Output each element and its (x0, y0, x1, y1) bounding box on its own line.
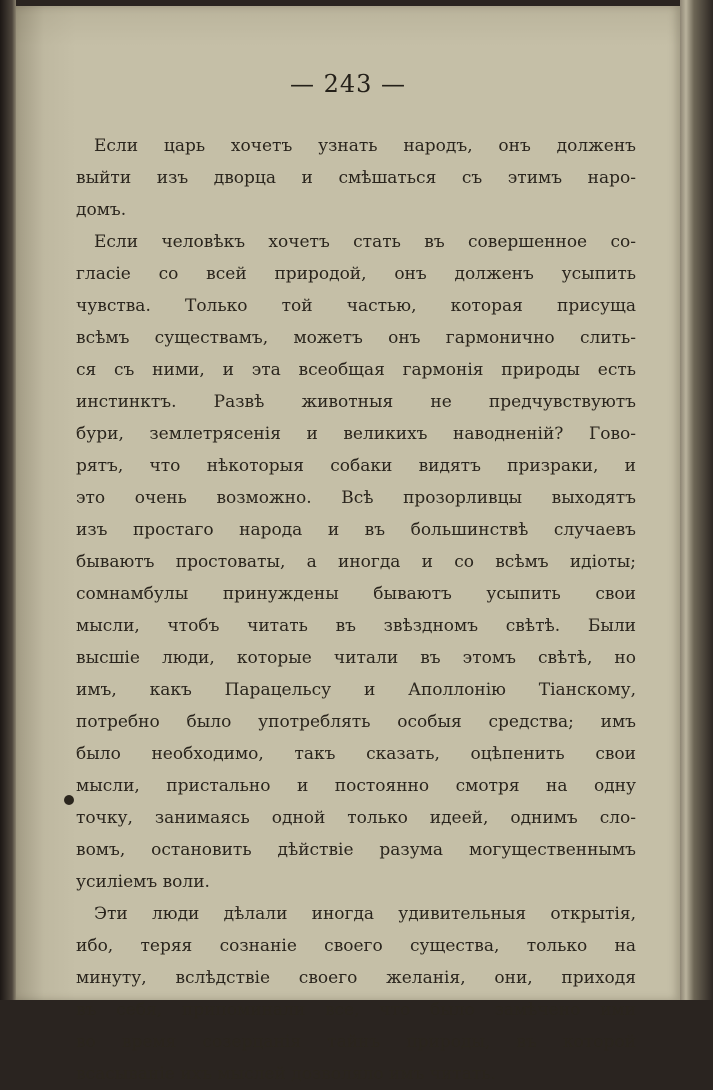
text-line: чувства. Только той частью, которая присуща (76, 296, 636, 316)
page-body-text (76, 130, 636, 1090)
page-stack-edge (680, 0, 713, 1000)
page-number: — 243 — (289, 70, 407, 98)
text-line: изъ простаго народа и въ большинствѣ случаевъ (76, 520, 636, 540)
text-line: имъ, какъ Парацельсу и Аполлонію Тіанскому, (76, 680, 636, 700)
text-line: минуту, вслѣдствіе своего желанія, они, приходя (76, 968, 636, 988)
text-line: мысли, чтобъ читать въ звѣздномъ свѣтѣ. Были (76, 616, 636, 636)
text-line: было необходимо, такъ сказать, оцѣпенить свои (76, 744, 636, 764)
text-line: мысли, пристально и постоянно смотря на одну (76, 776, 636, 796)
text-line: всасываніе ихъ мыслей дозволяло имъ читать. (76, 1064, 496, 1084)
text-line: домъ. (76, 200, 127, 220)
text-line: усиліемъ воли. (76, 872, 210, 892)
text-line: сомнамбулы принуждены бываютъ усыпить свои (76, 584, 636, 604)
text-line: всѣмъ существамъ, можетъ онъ гармонично слить- (76, 328, 636, 348)
text-line: высшіе люди, которые читали въ этомъ свѣтѣ, но (76, 648, 636, 668)
text-line: Если человѣкъ хочетъ стать въ совершенное со- (94, 232, 636, 252)
text-line: гласіе со всей природой, онъ долженъ усыпить (76, 264, 636, 284)
text-line: рятъ, что нѣкоторыя собаки видятъ призраки, и (76, 456, 636, 476)
text-line: выйти изъ дворца и смѣшаться съ этимъ наро- (76, 168, 636, 188)
text-line: бываютъ простоваты, а иногда и со всѣмъ идіоты; (76, 552, 636, 572)
text-line: ся съ ними, и эта всеобщая гармонія природы есть (76, 360, 636, 380)
text-line: это очень возможно. Всѣ прозорливцы выходятъ (76, 488, 636, 508)
text-line: инстинктъ. Развѣ животныя не предчувствуютъ (76, 392, 636, 412)
text-line: Эти люди дѣлали иногда удивительныя открытія, (94, 904, 636, 924)
ink-smudge (64, 795, 74, 805)
text-line: въ себя, припоминали все, что было замѣчено ими (76, 1000, 636, 1020)
text-line: точку, занимаясь одной только идеей, однимъ сло- (76, 808, 636, 828)
text-line: потребно было употреблять особыя средства; имъ (76, 712, 636, 732)
book-gutter-shadow (0, 0, 16, 1000)
book-page (16, 6, 680, 1084)
text-line: бури, землетрясенія и великихъ наводненій? Гово- (76, 424, 636, 444)
text-line: Если царь хочетъ узнать народъ, онъ долженъ (94, 136, 636, 156)
text-line: вомъ, остановить дѣйствіе разума могущественнымъ (76, 840, 636, 860)
text-line: во время созерцанія тайнъ природы, въ которой (76, 1032, 636, 1052)
text-line: ибо, теряя сознаніе своего существа, только на (76, 936, 636, 956)
